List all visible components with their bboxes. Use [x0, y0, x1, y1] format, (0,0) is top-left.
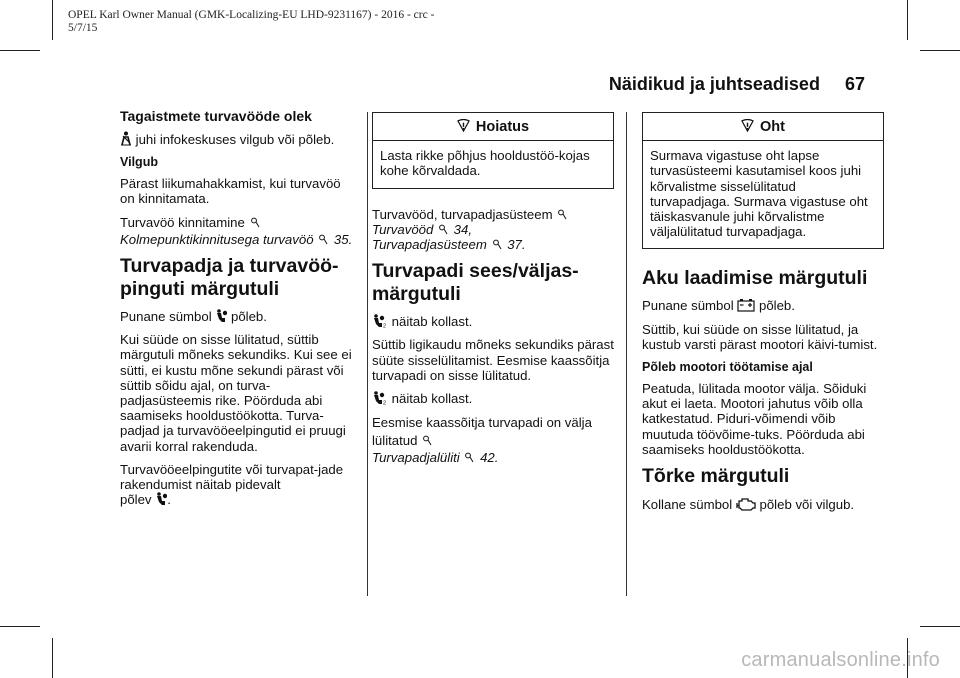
ref-link-text[interactable]: Turvavööd	[372, 221, 434, 237]
heading-airbag-onoff: Turvapadi sees/väljas-märgutuli	[372, 260, 579, 306]
yellow1-text: näitab kollast.	[391, 314, 473, 330]
airbag-on-icon	[372, 391, 388, 405]
heading-running: Põleb mootori töötamise ajal	[642, 360, 813, 375]
ref-three-point-belt[interactable]	[120, 232, 356, 247]
deployment-end: .	[167, 492, 171, 508]
page-ref-icon	[319, 234, 328, 245]
airbag-icon	[215, 309, 227, 323]
page-ref-icon	[558, 209, 567, 220]
fault-paragraph	[642, 496, 884, 514]
svg-text:2: 2	[383, 323, 387, 329]
running-text: Peatuda, lülitada mootor välja. Sõiduki akut ei laeta. Mootori jahutus võib olla katkestatud. Piduri-võimendi võib muutuda töövõime-tuks. Pöörduda abi saamiseks hooldustöökotta.	[642, 381, 867, 457]
ref-page[interactable]: 34,	[453, 221, 473, 237]
red-symbol-paragraph	[120, 309, 356, 324]
danger-box	[642, 112, 884, 249]
ref-page[interactable]: 35.	[333, 231, 353, 247]
heading-airbag-lamp: Turvapadja ja turvavöö-pinguti märgutuli	[120, 255, 339, 301]
ref-link-text[interactable]: Kolmepunktikinnitusega turvavöö	[120, 231, 314, 247]
section-title: Näidikud ja juhtseadised	[608, 74, 820, 94]
ref-link-text[interactable]: Turvapadjasüsteem	[372, 237, 487, 253]
ref-page[interactable]: 37.	[507, 237, 526, 253]
warning-box	[372, 112, 614, 189]
warning-header	[373, 113, 613, 141]
heading-battery-lamp: Aku laadimise märgutuli	[642, 267, 868, 290]
rear-seatbelt-paragraph	[120, 131, 356, 147]
svg-text:2: 2	[383, 400, 387, 406]
heading-fault-lamp: Tõrke märgutuli	[642, 465, 790, 488]
column-divider	[367, 112, 368, 596]
page-ref-icon	[439, 224, 448, 235]
disabled-paragraph	[372, 414, 614, 450]
page-number: 67	[844, 74, 865, 94]
deployment-paragraph	[120, 462, 356, 508]
page-ref-icon	[251, 217, 260, 228]
disabled-text: Eesmise kaassõitja turvapadi on välja lülitatud	[372, 415, 592, 449]
crop-mark	[52, 638, 53, 678]
ignition-text: Kui süüde on sisse lülitatud, süttib märgutuli mõneks sekundiks. Kui see ei sütti, ei kustu mõne sekundi pärast või süttib sõidu ajal, on turva-padjasüsteemis rike. Pöörduda abi saamiseks hooldustöökotta. Turva-padjad ja turvavööeelpingutid ei pruugi avarii korral rakenduda.	[120, 332, 352, 454]
systems-paragraph	[372, 207, 614, 222]
watermark: carmanualsonline.info	[741, 649, 940, 671]
ref-page[interactable]: 42.	[480, 450, 499, 466]
column-2	[372, 108, 614, 473]
crop-mark	[0, 50, 40, 51]
ref-airbag-switch[interactable]	[372, 450, 614, 465]
rear-seatbelt-text: juhi infokeskuses vilgub või põleb.	[135, 132, 335, 147]
crop-mark	[920, 50, 960, 51]
fastening-text: Turvavöö kinnitamine	[120, 214, 245, 230]
airbag-off-icon	[372, 314, 388, 328]
crop-mark	[0, 626, 40, 627]
column-divider	[626, 112, 627, 596]
red-symbol-tail: põleb.	[231, 309, 267, 325]
rear-seatbelt-icon	[120, 131, 132, 146]
battery-icon	[737, 298, 755, 312]
engine-check-icon	[736, 496, 756, 511]
systems-text: Turvavööd, turvapadjasüsteem	[372, 206, 553, 222]
warning-title: Hoiatus	[475, 119, 530, 135]
yellow1-paragraph	[372, 314, 614, 329]
danger-header	[643, 113, 883, 141]
document-meta: OPEL Karl Owner Manual (GMK-Localizing-EU LHD-9231167) - 2016 - crc - 5/7/15	[68, 9, 435, 34]
battery-red-tail: põleb.	[759, 298, 795, 314]
page-ref-icon	[493, 239, 502, 250]
running-header	[609, 74, 865, 95]
deployment-text: Turvavööeelpingutite või turvapat-jade rakendumist näitab pidevalt	[120, 461, 344, 493]
column-3	[642, 108, 884, 522]
page-ref-icon	[465, 452, 474, 463]
fastening-paragraph	[120, 215, 356, 230]
heading-rear-seatbelt: Tagaistmete turvavööde olek	[120, 108, 312, 124]
yellow2-text: näitab kollast.	[391, 391, 473, 407]
warning-triangle-icon	[457, 119, 470, 132]
crop-mark	[907, 0, 908, 40]
red-symbol-text: Punane sümbol	[120, 309, 212, 325]
danger-body: Surmava vigastuse oht lapse turvasüsteemi kasutamisel koos juhi kõrvalistme sisselülitatud turvapadjaga. Surmava vigastuse oht täiskasvanule juhi kõrvalistme väljalülitatud turvapadjaga.	[650, 148, 868, 240]
lit-text: Süttib ligikaudu mõneks sekundiks pärast süüte sisselülitamist. Eesmise kaassõitja turvapadi on sisse lülitatud.	[372, 337, 614, 383]
ref-seatbelts[interactable]	[372, 222, 614, 237]
crop-mark	[920, 626, 960, 627]
battery-on-text: Süttib, kui süüde on sisse lülitatud, ja kustub varsti pärast mootori käivi-tumist.	[642, 321, 878, 352]
battery-red-paragraph	[642, 298, 884, 313]
fault-text: Kollane sümbol	[642, 497, 733, 513]
heading-blinks: Vilgub	[120, 155, 158, 170]
crop-mark	[52, 0, 53, 40]
ref-airbag-system[interactable]	[372, 237, 614, 252]
fault-tail: põleb või vilgub.	[759, 497, 855, 513]
warning-triangle-icon	[741, 119, 754, 132]
airbag-icon	[155, 492, 167, 506]
page-ref-icon	[423, 435, 432, 446]
danger-title: Oht	[760, 119, 785, 135]
deployment-tail: põlev	[120, 492, 152, 508]
ref-link-text[interactable]: Turvapadjalüliti	[372, 450, 460, 466]
battery-red-text: Punane sümbol	[642, 298, 734, 314]
warning-body: Lasta rikke põhjus hooldustöö-kojas kohe kõrvaldada.	[380, 148, 590, 179]
blinks-text: Pärast liikumahakkamist, kui turvavöö on kinnitamata.	[120, 176, 341, 207]
yellow2-paragraph	[372, 391, 614, 406]
column-1	[120, 108, 356, 515]
